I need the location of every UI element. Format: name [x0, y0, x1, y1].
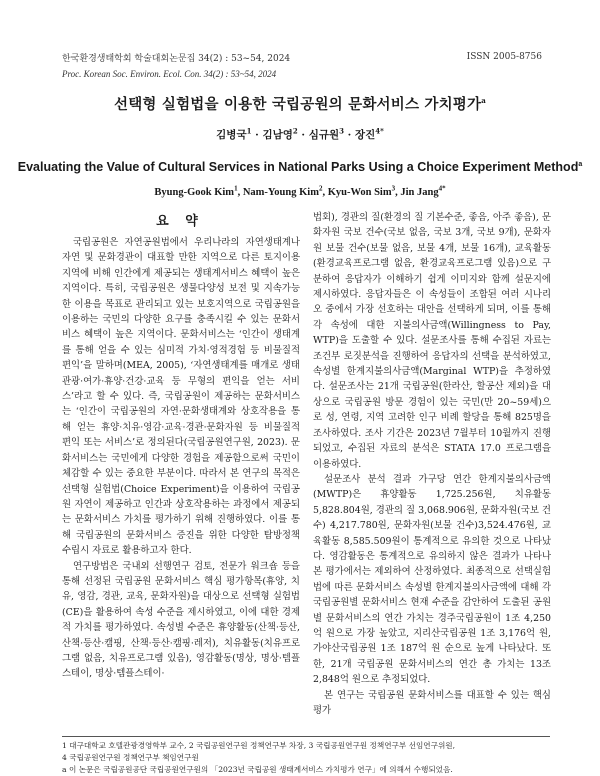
author-en: Kyu-Won Sim [327, 187, 392, 198]
author-separator: · [344, 129, 355, 141]
author-en-affil: 3 [391, 184, 396, 193]
author-ko: 김남영 [262, 129, 293, 141]
journal-header [62, 52, 290, 82]
abstract-paragraph: 연구방법은 국내외 선행연구 검토, 전문가 워크숍 등을 통해 선정된 국립공원 문화서비스 핵심 평가항목(휴양, 치유, 영감, 경관, 교육, 문화자원)을 대상으로 선택형 실험법(CE)을 활용하여 속성 수준을 제시하였고, 이에 대한 경제적 가치를 평가하였다. 속성별 수준은 휴양활동(산책·등산, 산책·등산·캠핑, 산책·등산·캠핑·레저), 치유활동(치유프로그램 없음, 치유프로그램 있음), 영감활동(명상, 명상·템플스테이, 명상·템플스테이· [62, 560, 300, 680]
author-ko: 심규원 [308, 129, 340, 141]
footnote-divider [62, 736, 550, 737]
author-ko-affil: 2 [292, 126, 298, 136]
issn: ISSN 2005-8756 [466, 52, 542, 62]
abstract-paragraph: 설문조사 분석 결과 가구당 연간 한계지불의사금액(MWTP)은 휴양활동 1,725.256원, 치유활동 5,828.804원, 경관의 질 3,068.906원, 문화자원(국보 건수) 4,217.780원, 문화자원(보물 건수)3,524.476원, 교육활동 8,585.509원이 통계적으로 유의한 것으로 나타났다. 영감활동은 통계적으로 유의하지 않은 결과가 나타나 본 평가에서는 제외하여 산정하였다. 최종적으로 선택실험법에 따른 문화서비스 속성별 한계지불의사금액에 대해 각 국립공원별 문화서비스 현재 수준을 감안하여 도출된 공원별 문화서비스의 연간 가치는 경주국립공원이 1조 4,250억 원으로 가장 높았고, 지리산국립공원 1조 3,176억 원, 가야산국립공원 1조 187억 원 순으로 높게 나타났다. 또한, 21개 국립공원 문화서비스의 연간 총 가치는 13조 2,848억 원으로 추정되었다. [313, 473, 551, 686]
paper-title-ko [0, 93, 600, 114]
abstract-paragraph: 국립공원은 자연공원법에서 우리나라의 자연생태계나 자연 및 문화경관이 대표할 만한 지역으로 다른 토지이용 지역에 비해 인간에게 제공되는 생태계서비스 혜택이 높은 지역이다. 특히, 국립공원은 생물다양성 보전 및 지속가능한 이용을 목표로 관리되고 있는 보호지역으로 국립공원을 이용하는 국민의 다양한 요구를 충족시킬 수 있는 문화서비스 혜택이 높은 지역이다. 문화서비스는 ‘인간이 생태계를 통해 얻을 수 있는 심미적 가치·영적경험 등 비물질적 편익’을 말하며(MEA, 2005), ‘자연생태계를 매개로 생태관광·여가·휴양·건강·교육 등 무형의 편익을 얻는 서비스’라고 할 수 있다. 즉, 국립공원이 제공하는 문화서비스는 ‘인간이 국립공원의 자연·문화생태계와 상호작용을 통해 얻는 휴양·치유·영감·교육·경관·문화자원 등 비물질적 편익 또는 서비스’로 정의된다(국립공원연구원, 2023). 문화서비스는 국민에게 다양한 경험을 제공함으로써 국민이 체감할 수 있는 중요한 부분이다. 따라서 본 연구의 목적은 선택형 실험법(Choice Experiment)을 이용하여 국립공원 자연이 제공하고 인간과 상호작용하는 과정에서 제공되는 문화서비스 가치를 평가하기 위해 진행하였다. 이를 통해 국립공원의 문화서비스 증진을 위한 다양한 탐방정책 수립시 자료로 활용하고자 한다. [62, 237, 300, 557]
abstract-paragraph: 법회), 경관의 질(환경의 질 기본수준, 좋음, 아주 좋음), 문화자원 국보 건수(국보 없음, 국보 3개, 국보 9개), 문화자원 보물 건수(보물 없음, 보물 4개, 보물 16개), 교육활동(환경교육프로그램 없음, 환경교육프로그램 있음)으로 구분하여 응답자가 이해하기 쉽게 이미지와 함께 설문지에 제시하였다. 응답자들은 이 속성들이 조합된 여러 시나리오 중에서 가장 선호하는 대안을 선택하게 되며, 이를 통해 각 속성에 대한 지불의사금액(Willingness to Pay, WTP)을 도출할 수 있다. 설문조사를 통해 수집된 자료는 조건부 로짓분석을 진행하여 응답자의 선택을 분석하였고, 속성별 한계지불의사금액(Marginal WTP)을 추정하였다. 설문조사는 21개 국립공원(한라산, 할공산 제외)을 대상으로 국립공원 방문 경험이 있는 국민(만 20~59세)으로 성, 연령, 지역 고려한 인구 비례 할당을 통해 825명을 조사하였다. 조사 기간은 2023년 7월부터 10월까지 진행되었고, 수집된 자료의 분석은 STATA 17.0 프로그램을 이용하였다. [313, 212, 551, 470]
author-en-affil: 1 [234, 184, 238, 193]
journal-name-ko: 한국환경생태학회 학술대회논문집 34(2) : 53~54, 2024 [62, 54, 291, 64]
author-separator: , [237, 187, 243, 198]
abstract-heading: 요 약 [156, 214, 204, 229]
paper-title-en [0, 160, 600, 174]
footnote-affiliations: 1 대구대학교 호텔관광경영학부 교수, 2 국립공원연구원 정책연구부 차장, 3 국립공원연구원 정책연구부 선임연구위원, [62, 741, 456, 750]
title-ko-text: 선택형 실험법을 이용한 국립공원의 문화서비스 가치평가 [114, 96, 482, 113]
author-ko-affil: 4* [375, 126, 384, 136]
author-en: Jin Jang [400, 187, 439, 198]
author-list-ko [0, 127, 600, 142]
author-ko-affil: 3 [339, 126, 345, 136]
author-ko-affil: 1 [246, 126, 252, 136]
author-separator: , [395, 187, 401, 198]
author-separator: , [322, 187, 328, 198]
author-ko: 장진 [355, 129, 376, 141]
footnote-affiliations-cont: 4 국립공원연구원 정책연구부 책임연구원 [62, 753, 199, 762]
title-en-text: Evaluating the Value of Cultural Services in National Parks Using a Choice Experiment Method [17, 160, 579, 174]
abstract-column-left [62, 235, 300, 682]
author-ko: 김병국 [216, 129, 247, 141]
author-separator: · [251, 129, 263, 141]
title-ko-mark: a [481, 96, 486, 106]
journal-name-en: Proc. Korean Soc. Environ. Ecol. Con. 34(2) : 53~54, 2024 [62, 69, 277, 79]
author-en: Nam-Young Kim [242, 187, 319, 198]
author-en-affil: 2 [318, 184, 323, 193]
title-en-mark: a [578, 160, 583, 168]
abstract-paragraph: 본 연구는 국립공원 문화서비스를 대표할 수 있는 핵심 평가 [313, 689, 551, 716]
author-separator: · [297, 129, 309, 141]
abstract-column-right [313, 210, 551, 718]
author-list-en [0, 184, 600, 198]
author-en: Byung-Gook Kim [154, 187, 235, 198]
footnote-funding: a 이 논문은 국립공원공단 국립공원연구원의 「2023년 국립공원 생태계서비스 가치평가 연구」에 의해서 수행되었음. [62, 765, 453, 774]
author-en-affil: 4* [438, 184, 446, 193]
